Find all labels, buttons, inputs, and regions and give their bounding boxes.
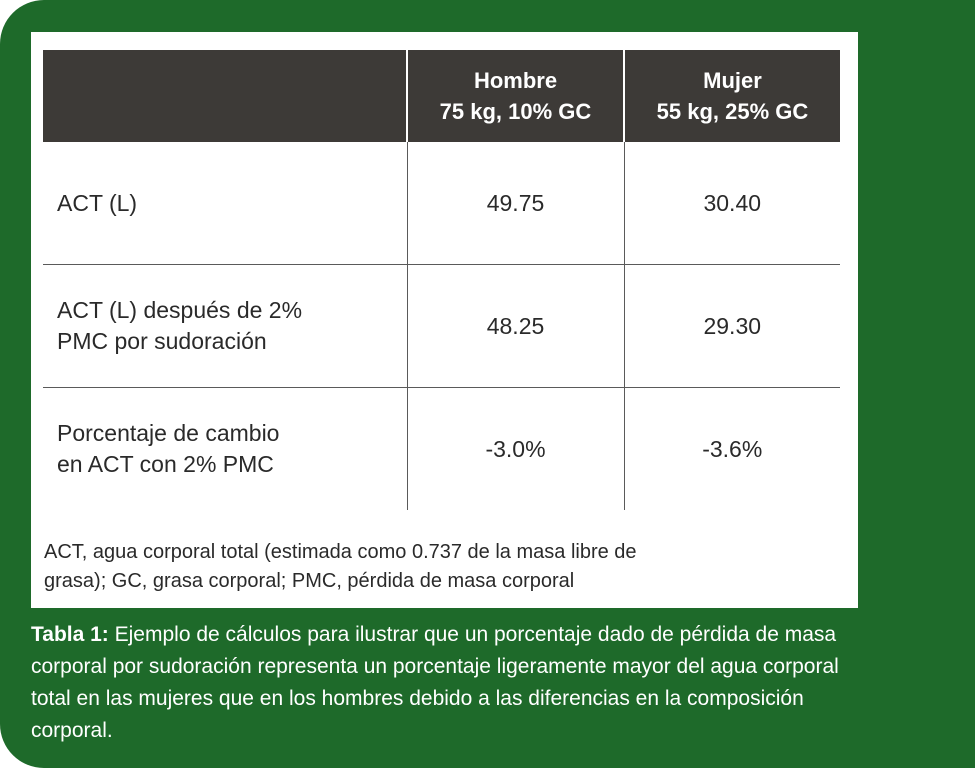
row-label xyxy=(43,142,407,265)
header-hombre-title: Hombre xyxy=(473,68,558,93)
cell-hombre: -3.0% xyxy=(407,388,624,511)
table-panel xyxy=(31,32,858,608)
row-label-line: ACT (L) después de 2% xyxy=(57,297,303,323)
cell-mujer: 29.30 xyxy=(624,265,840,388)
table-row xyxy=(43,142,840,265)
cell-mujer: -3.6% xyxy=(624,388,840,511)
header-cell-empty xyxy=(43,50,407,142)
header-row xyxy=(43,50,840,142)
cell-hombre: 49.75 xyxy=(407,142,624,265)
row-label-line: Porcentaje de cambio xyxy=(57,420,280,446)
header-hombre-detail: 75 kg, 10% GC xyxy=(439,99,592,124)
caption-text: Ejemplo de cálculos para ilustrar que un porcentaje dado de pérdida de masa corporal por sudoración representa un porcentaje ligeramente mayor del agua corporal total en las mujeres que en los hombres debido a las diferencias en la composición corporal. xyxy=(31,623,839,742)
caption-label: Tabla 1: xyxy=(31,623,109,646)
data-table xyxy=(43,50,840,510)
cell-mujer: 30.40 xyxy=(624,142,840,265)
row-label-line: ACT (L) xyxy=(57,189,138,216)
header-mujer-detail: 55 kg, 25% GC xyxy=(656,99,809,124)
table-row xyxy=(43,388,840,511)
footnote-line: ACT, agua corporal total (estimada como 0.737 de la masa libre de xyxy=(44,541,637,563)
header-cell-mujer xyxy=(624,50,840,142)
row-label-line: PMC por sudoración xyxy=(57,328,267,354)
header-mujer-title: Mujer xyxy=(703,68,762,93)
table-footnote xyxy=(44,538,834,596)
table-row xyxy=(43,265,840,388)
table-caption xyxy=(31,619,871,747)
row-label-line: en ACT con 2% PMC xyxy=(57,451,274,477)
cell-hombre: 48.25 xyxy=(407,265,624,388)
row-label xyxy=(43,265,407,388)
footnote-line: grasa); GC, grasa corporal; PMC, pérdida de masa corporal xyxy=(44,570,575,592)
row-label xyxy=(43,388,407,511)
header-cell-hombre xyxy=(407,50,624,142)
